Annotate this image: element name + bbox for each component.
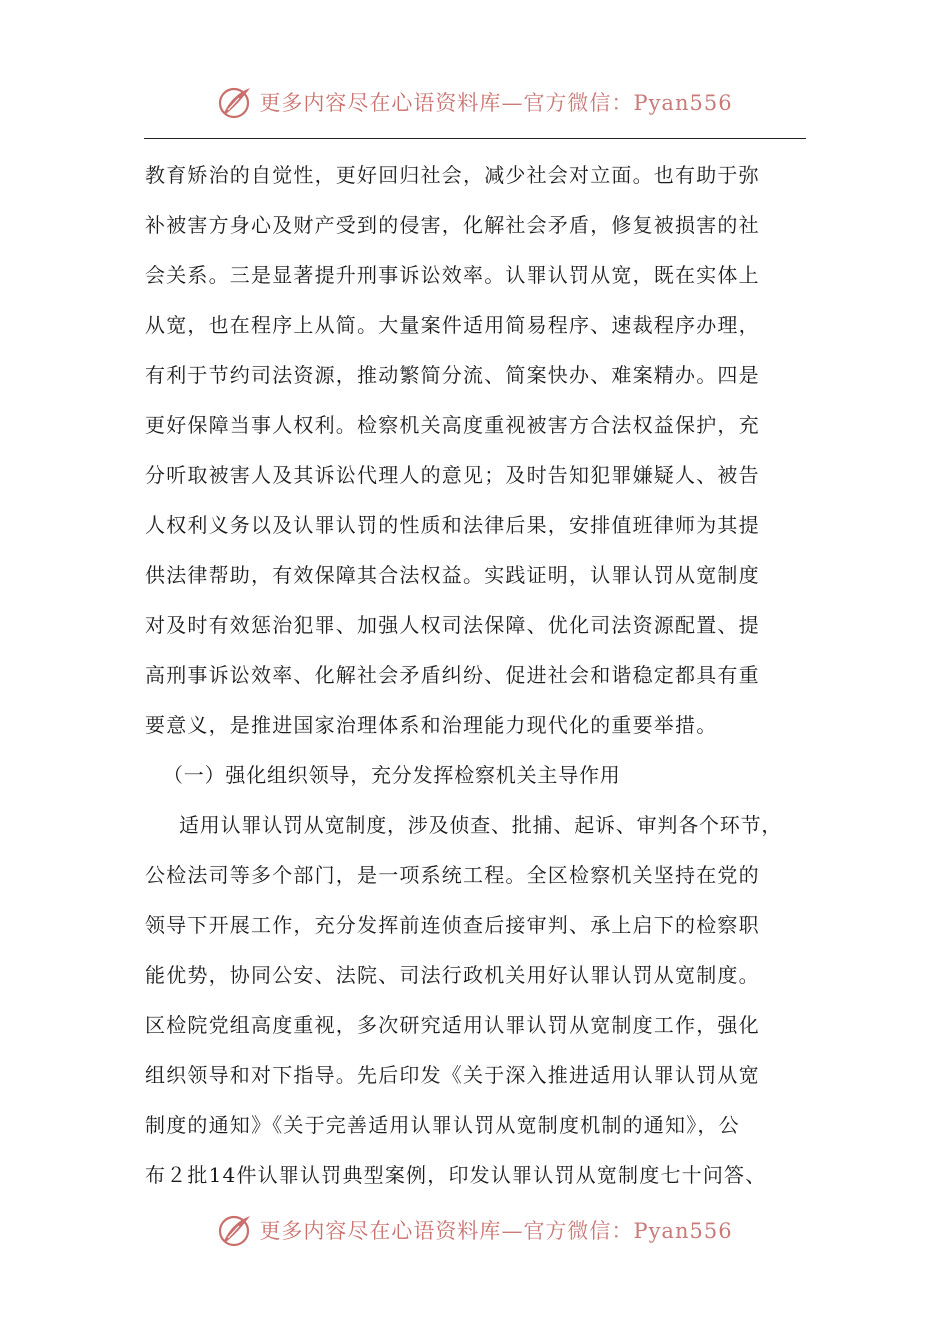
header-watermark <box>0 82 950 122</box>
paragraph-line: 要意义，是推进国家治理体系和治理能力现代化的重要举措。 <box>145 713 718 737</box>
paragraph-line: 供法律帮助，有效保障其合法权益。实践证明，认罪认罚从宽制度 <box>145 563 760 587</box>
paragraph-line: 组织领导和对下指导。先后印发《关于深入推进适用认罪认罚从宽 <box>145 1063 760 1087</box>
paragraph-line: 从宽，也在程序上从简。大量案件适用简易程序、速裁程序办理， <box>145 313 760 337</box>
watermark-dash: — <box>501 91 524 115</box>
paragraph-line: 适用认罪认罚从宽制度，涉及侦查、批捕、起诉、审判各个环节， <box>179 813 783 837</box>
document-body <box>145 150 795 1200</box>
footer-watermark <box>0 1210 950 1250</box>
quill-pen-logo-icon <box>217 84 253 120</box>
paragraph-line: 高刑事诉讼效率、化解社会矛盾纠纷、促进社会和谐稳定都具有重 <box>145 663 760 687</box>
watermark-brand: 更多内容尽在心语资料库 <box>259 1219 502 1243</box>
watermark-dash: — <box>501 1219 524 1243</box>
paragraph-line: 区检院党组高度重视，多次研究适用认罪认罚从宽制度工作，强化 <box>145 1013 760 1037</box>
paragraph-line: 更好保障当事人权利。检察机关高度重视被害方合法权益保护，充 <box>145 413 760 437</box>
paragraph-line: 分听取被害人及其诉讼代理人的意见；及时告知犯罪嫌疑人、被告 <box>145 463 760 487</box>
paragraph-line: 补被害方身心及财产受到的侵害，化解社会矛盾，修复被损害的社 <box>145 213 760 237</box>
paragraph-line: 领导下开展工作，充分发挥前连侦查后接审判、承上启下的检察职 <box>145 913 760 937</box>
watermark-contact-id: Pyan556 <box>633 1219 733 1243</box>
paragraph-line: 会关系。三是显著提升刑事诉讼效率。认罪认罚从宽，既在实体上 <box>145 263 760 287</box>
watermark-contact-label: 官方微信： <box>523 1219 634 1243</box>
paragraph-line: 能优势，协同公安、法院、司法行政机关用好认罪认罚从宽制度。 <box>145 963 760 987</box>
watermark-contact-id: Pyan556 <box>633 91 733 115</box>
section-heading: （一）强化组织领导，充分发挥检察机关主导作用 <box>163 763 621 787</box>
header-divider <box>144 138 806 139</box>
paragraph-line: 对及时有效惩治犯罪、加强人权司法保障、优化司法资源配置、提 <box>145 613 760 637</box>
paragraph-line: 公检法司等多个部门，是一项系统工程。全区检察机关坚持在党的 <box>145 863 760 887</box>
quill-pen-logo-icon <box>217 1212 253 1248</box>
watermark-contact-label: 官方微信： <box>523 91 634 115</box>
paragraph-line: 人权利义务以及认罪认罚的性质和法律后果，安排值班律师为其提 <box>145 513 760 537</box>
paragraph-line: 教育矫治的自觉性，更好回归社会，减少社会对立面。也有助于弥 <box>145 163 760 187</box>
paragraph-line: 有利于节约司法资源，推动繁简分流、简案快办、难案精办。四是 <box>145 363 760 387</box>
watermark-brand: 更多内容尽在心语资料库 <box>259 91 502 115</box>
paragraph-line: 制度的通知》《关于完善适用认罪认罚从宽制度机制的通知》，公 <box>145 1113 740 1137</box>
paragraph-line: 布２批14件认罪认罚典型案例，印发认罪认罚从宽制度七十问答、 <box>145 1163 767 1187</box>
